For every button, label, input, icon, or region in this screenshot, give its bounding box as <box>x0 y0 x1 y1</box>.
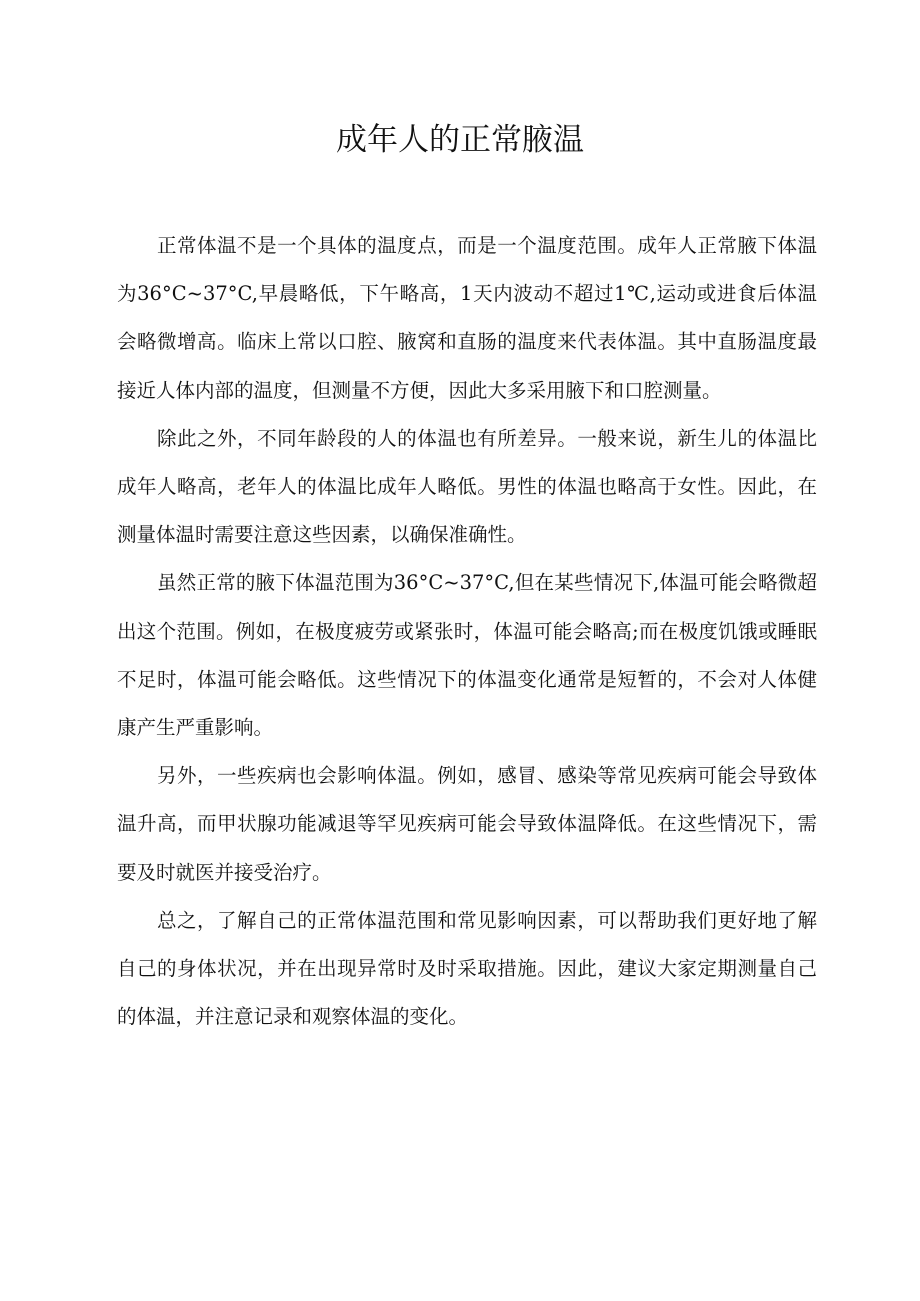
document-body <box>117 222 817 1041</box>
paragraph-normal-range: 正常体温不是一个具体的温度点，而是一个温度范围。成年人正常腋下体温为36°C~37°C,早晨略低，下午略高，1天内波动不超过1℃,运动或进食后体温会略微增高。临床上常以口腔、腋窝和直肠的温度来代表体温。其中直肠温度最接近人体内部的温度，但测量不方便，因此大多采用腋下和口腔测量。 <box>117 234 817 402</box>
paragraph-situational-variation: 虽然正常的腋下体温范围为36°C~37°C,但在某些情况下,体温可能会略微超出这个范围。例如，在极度疲劳或紧张时，体温可能会略高;而在极度饥饿或睡眠不足时，体温可能会略低。这些情况下的体温变化通常是短暂的，不会对人体健康产生严重影响。 <box>117 571 817 740</box>
document-title: 成年人的正常腋温 <box>336 122 584 158</box>
paragraph-disease-effects: 另外，一些疾病也会影响体温。例如，感冒、感染等常见疾病可能会导致体温升高，而甲状腺功能减退等罕见疾病可能会导致体温降低。在这些情况下，需要及时就医并接受治疗。 <box>117 764 817 884</box>
paragraph-age-differences: 除此之外，不同年龄段的人的体温也有所差异。一般来说，新生儿的体温比成年人略高，老年人的体温比成年人略低。男性的体温也略高于女性。因此，在测量体温时需要注意这些因素，以确保准确性。 <box>117 426 817 547</box>
paragraph-conclusion: 总之，了解自己的正常体温范围和常见影响因素，可以帮助我们更好地了解自己的身体状况，并在出现异常时及时采取措施。因此，建议大家定期测量自己的体温，并注意记录和观察体温的变化。 <box>117 908 817 1029</box>
